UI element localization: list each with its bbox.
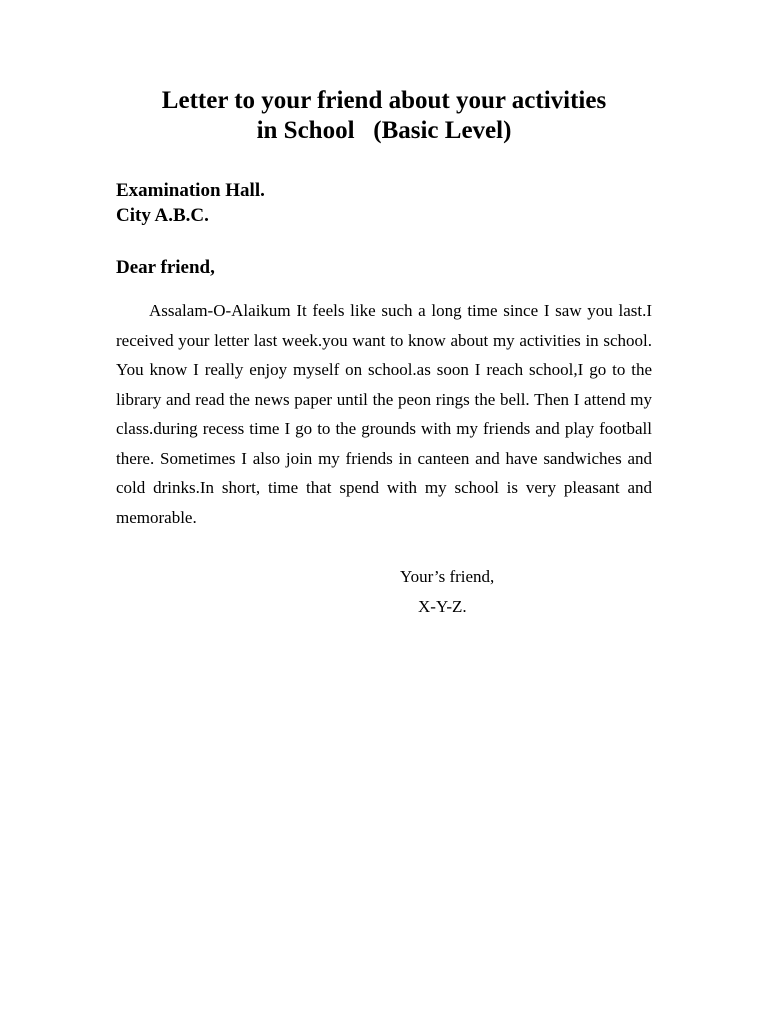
page-title	[100, 86, 668, 146]
signature: X-Y-Z.	[418, 597, 467, 616]
address-line-1: Examination Hall.	[116, 180, 265, 201]
sender-address	[116, 178, 265, 228]
letter-body: Assalam-O-Alaikum It feels like such a long time since I saw you last.I received your letter last week.you want to know about my activities in school. You know I really enjoy myself on school.as soon I reach school,I go to the library and read the news paper until the peon rings the bell. Then I attend my class.during recess time I go to the grounds with my friends and play football there. Sometimes I also join my friends in canteen and have sandwiches and cold drinks.In short, time that spend with my school is very pleasant and memorable.	[116, 301, 652, 527]
title-line-1: Letter to your friend about your activities	[161, 87, 607, 114]
address-line-2: City A.B.C.	[116, 205, 209, 226]
salutation: Dear friend,	[116, 257, 215, 278]
title-line-2: in School (Basic Level)	[256, 117, 512, 144]
closing: Your’s friend,	[400, 567, 495, 586]
